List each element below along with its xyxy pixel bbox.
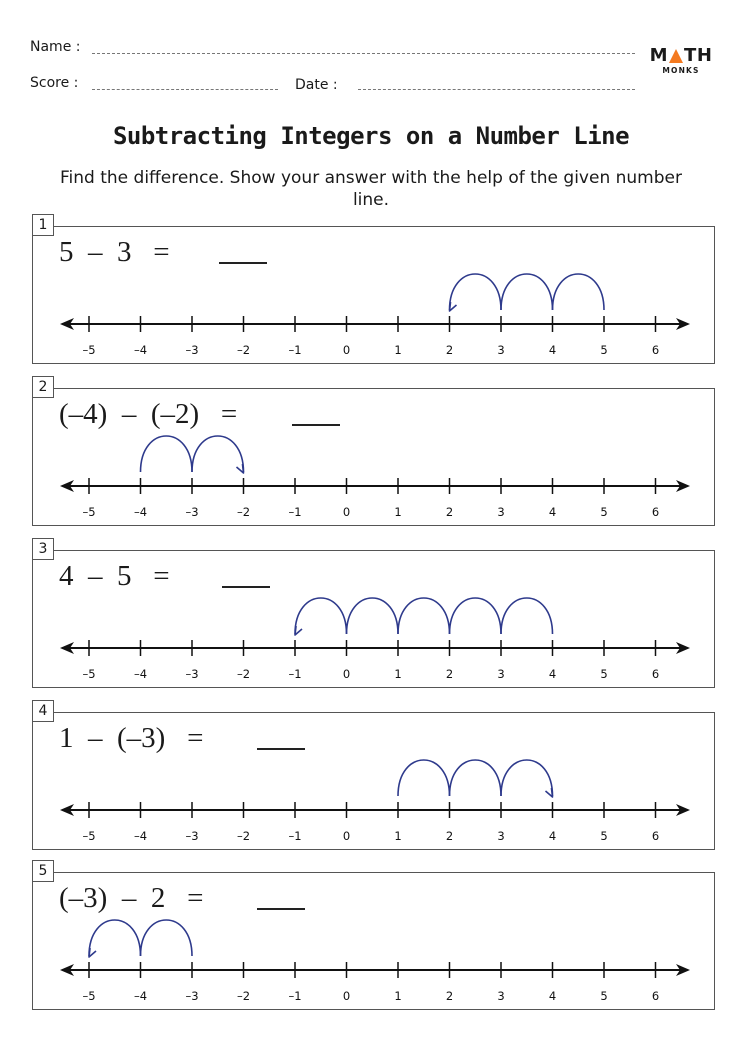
tick-label: –3 bbox=[185, 343, 199, 357]
tick-label: 4 bbox=[548, 667, 557, 681]
tick-label: 1 bbox=[394, 505, 402, 519]
triangle-icon bbox=[669, 49, 683, 63]
number-line bbox=[32, 872, 715, 1010]
problem-number: 1 bbox=[32, 214, 54, 236]
tick-label: 4 bbox=[548, 343, 557, 357]
tick-label: –4 bbox=[133, 989, 148, 1003]
tick-label: –3 bbox=[185, 829, 199, 843]
tick-label: 2 bbox=[445, 829, 454, 843]
problem-1 bbox=[32, 214, 715, 364]
tick-label: –5 bbox=[82, 343, 96, 357]
tick-label: –2 bbox=[236, 667, 251, 681]
hop-arc bbox=[347, 598, 399, 634]
tick-label: 1 bbox=[394, 829, 402, 843]
logo-text-left: M bbox=[649, 45, 669, 66]
tick-label: 3 bbox=[497, 829, 505, 843]
tick-label: 6 bbox=[651, 829, 660, 843]
hop-arc bbox=[141, 920, 193, 956]
hop-arc bbox=[450, 598, 502, 634]
hop-arc bbox=[501, 274, 553, 310]
tick-label: 1 bbox=[394, 989, 402, 1003]
tick-label: 1 bbox=[394, 667, 402, 681]
tick-label: 6 bbox=[651, 989, 660, 1003]
tick-label: –1 bbox=[288, 343, 302, 357]
tick-label: 4 bbox=[548, 989, 557, 1003]
problem-equation: 5 – 3 = bbox=[59, 236, 170, 268]
tick-label: 4 bbox=[548, 505, 557, 519]
name-label: Name : bbox=[30, 39, 81, 55]
tick-label: 0 bbox=[342, 343, 351, 357]
tick-label: –4 bbox=[133, 343, 148, 357]
tick-label: 6 bbox=[651, 343, 660, 357]
tick-label: 6 bbox=[651, 667, 660, 681]
hop-arc bbox=[501, 760, 553, 796]
tick-label: 0 bbox=[342, 505, 351, 519]
tick-label: –5 bbox=[82, 667, 96, 681]
hop-arc bbox=[295, 598, 347, 634]
tick-label: 2 bbox=[445, 989, 454, 1003]
tick-label: 5 bbox=[600, 829, 608, 843]
problem-4 bbox=[32, 700, 715, 850]
hop-arc bbox=[450, 274, 502, 310]
arrowhead-icon bbox=[237, 464, 244, 473]
arrowhead-icon bbox=[295, 626, 302, 635]
tick-label: –3 bbox=[185, 505, 199, 519]
problem-number: 5 bbox=[32, 860, 54, 882]
problem-equation: 4 – 5 = bbox=[59, 560, 170, 592]
tick-label: –3 bbox=[185, 989, 199, 1003]
tick-label: –2 bbox=[236, 829, 251, 843]
tick-label: –4 bbox=[133, 505, 148, 519]
name-field[interactable] bbox=[92, 53, 635, 54]
arrowhead-icon bbox=[89, 948, 96, 957]
tick-label: –2 bbox=[236, 989, 251, 1003]
tick-label: 5 bbox=[600, 505, 608, 519]
logo-text-right: TH bbox=[684, 45, 713, 66]
tick-label: 2 bbox=[445, 505, 454, 519]
problem-equation: (–3) – 2 = bbox=[59, 882, 204, 914]
problem-equation: (–4) – (–2) = bbox=[59, 398, 238, 430]
score-label: Score : bbox=[30, 75, 79, 91]
problem-number: 2 bbox=[32, 376, 54, 398]
tick-label: 1 bbox=[394, 343, 402, 357]
problem-2 bbox=[32, 376, 715, 526]
date-label: Date : bbox=[295, 77, 338, 93]
logo-subtext: MONKS bbox=[662, 66, 700, 75]
tick-label: 5 bbox=[600, 667, 608, 681]
problem-3 bbox=[32, 538, 715, 688]
tick-label: 3 bbox=[497, 667, 505, 681]
tick-label: –2 bbox=[236, 505, 251, 519]
tick-label: –4 bbox=[133, 829, 148, 843]
math-monks-logo bbox=[650, 47, 712, 75]
number-line bbox=[32, 388, 715, 526]
arrowhead-icon bbox=[546, 788, 553, 797]
number-line bbox=[32, 712, 715, 850]
tick-label: 0 bbox=[342, 829, 351, 843]
tick-label: 3 bbox=[497, 505, 505, 519]
problem-number: 4 bbox=[32, 700, 54, 722]
number-line bbox=[32, 550, 715, 688]
score-field[interactable] bbox=[92, 89, 278, 90]
hop-arc bbox=[398, 598, 450, 634]
hop-arc bbox=[501, 598, 553, 634]
tick-label: –1 bbox=[288, 829, 302, 843]
number-line bbox=[32, 226, 715, 364]
tick-label: 4 bbox=[548, 829, 557, 843]
tick-label: 0 bbox=[342, 667, 351, 681]
page-title: Subtracting Integers on a Number Line bbox=[112, 122, 630, 150]
hop-arc bbox=[450, 760, 502, 796]
tick-label: 2 bbox=[445, 667, 454, 681]
tick-label: –4 bbox=[133, 667, 148, 681]
tick-label: –1 bbox=[288, 667, 302, 681]
instructions: Find the difference. Show your answer with the help of the given number line. bbox=[60, 168, 682, 210]
hop-arc bbox=[192, 436, 244, 472]
tick-label: –1 bbox=[288, 505, 302, 519]
arrowhead-icon bbox=[450, 302, 457, 311]
hop-arc bbox=[398, 760, 450, 796]
hop-arc bbox=[553, 274, 605, 310]
problem-equation: 1 – (–3) = bbox=[59, 722, 204, 754]
hop-arc bbox=[141, 436, 193, 472]
tick-label: –5 bbox=[82, 505, 96, 519]
tick-label: –2 bbox=[236, 343, 251, 357]
hop-arc bbox=[89, 920, 141, 956]
tick-label: 2 bbox=[445, 343, 454, 357]
tick-label: –1 bbox=[288, 989, 302, 1003]
tick-label: 3 bbox=[497, 989, 505, 1003]
date-field[interactable] bbox=[358, 89, 635, 90]
tick-label: 5 bbox=[600, 343, 608, 357]
tick-label: –5 bbox=[82, 829, 96, 843]
tick-label: –3 bbox=[185, 667, 199, 681]
tick-label: 5 bbox=[600, 989, 608, 1003]
tick-label: –5 bbox=[82, 989, 96, 1003]
problem-number: 3 bbox=[32, 538, 54, 560]
problem-5 bbox=[32, 860, 715, 1010]
tick-label: 3 bbox=[497, 343, 505, 357]
tick-label: 0 bbox=[342, 989, 351, 1003]
tick-label: 6 bbox=[651, 505, 660, 519]
